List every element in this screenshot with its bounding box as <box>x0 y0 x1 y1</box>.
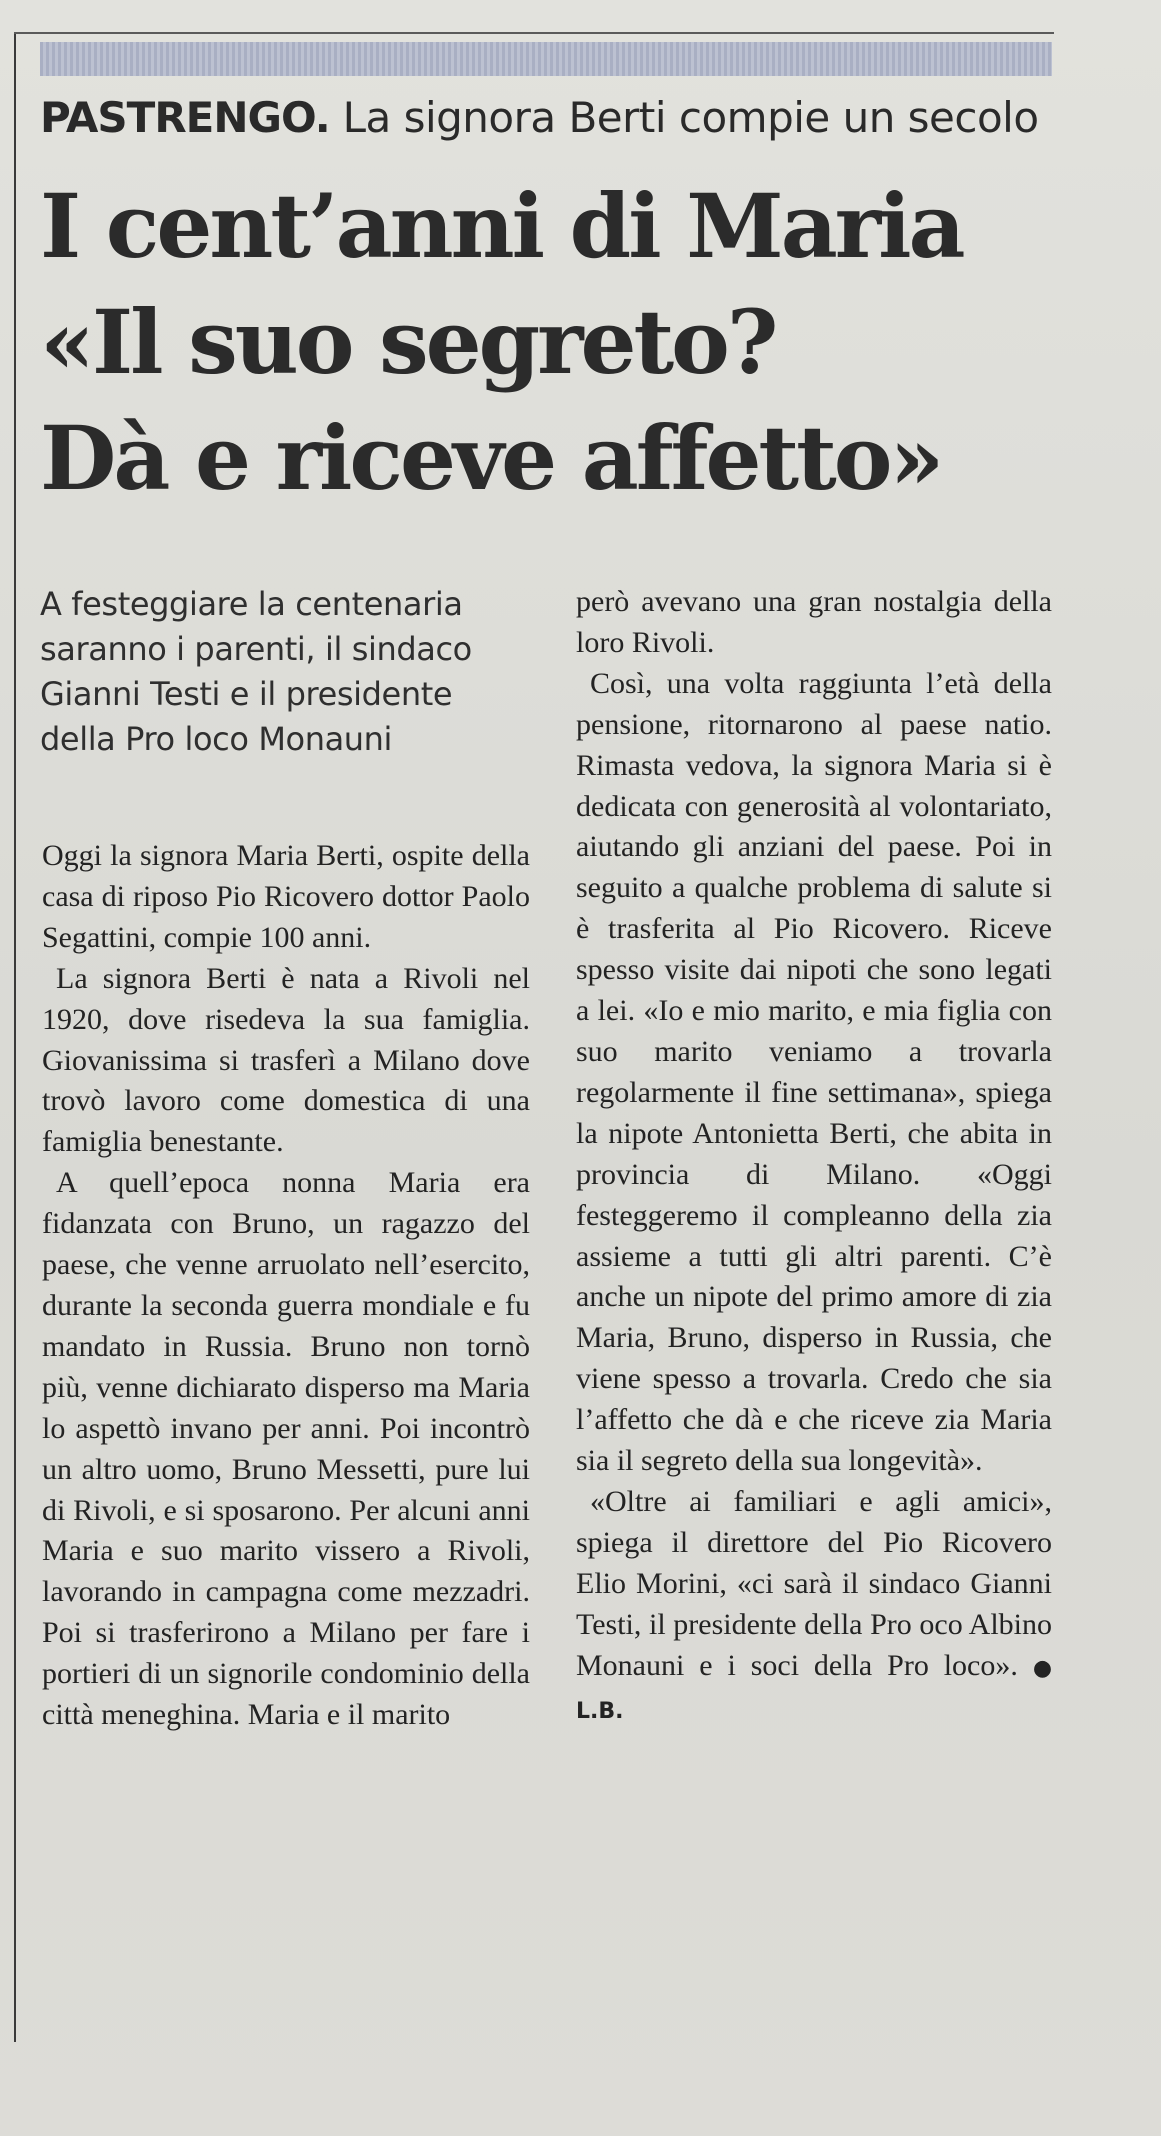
summary-line-4: della Pro loco Monauni <box>40 720 393 758</box>
body-paragraph-text: «Oltre ai familiari e agli amici», spiega il direttore del Pio Ricovero Elio Morini, «ci sarà il sindaco Gianni Testi, il presidente della Pro oco Albino Monauni e i soci della Pro loco». <box>576 1484 1052 1682</box>
body-paragraph: però avevano una gran nostalgia della loro Rivoli. <box>576 585 1052 659</box>
summary-line-1: A festeggiare la centenaria <box>40 585 463 623</box>
headline <box>40 168 1100 516</box>
body-paragraph: A quell’epoca nonna Maria era fidanzata con Bruno, un ragazzo del paese, che venne arruolato nell’esercito, durante la seconda guerra mondiale e fu mandato in Russia. Bruno non tornò più, venne dichiarato disperso ma Maria lo aspettò invano per anni. Poi incontrò un altro uomo, Bruno Messetti, pure lui di Rivoli, e si sposarono. Per alcuni anni Maria e suo marito vissero a Rivoli, lavorando in campagna come mezzadri. Poi si trasferirono a Milano per fare i portieri di un signorile condominio della città meneghina. Maria e il marito <box>42 1166 530 1732</box>
kicker-subtitle: La signora Berti compie un secolo <box>329 93 1039 142</box>
body-column-left <box>42 836 530 1736</box>
body-paragraph-last <box>576 1482 1052 1733</box>
body-paragraph: Così, una volta raggiunta l’età della pensione, ritornarono al paese natio. Rimasta vedova, la signora Maria si è dedicata con generosità al volontariato, aiutando gli anziani del paese. Poi in seguito a qualche problema di salute si è trasferita al Pio Ricovero. Riceve spesso visite dai nipoti che sono legati a lei. «Io e mio marito, e mia figlia con suo marito veniamo a trovarla regolarmente il fine settimana», spiega la nipote Antonietta Berti, che abita in provincia di Milano. «Oggi festeggeremo il compleanno della zia assieme a tutti gli altri parenti. C’è anche un nipote del primo amore di zia Maria, Bruno, disperso in Russia, che viene spesso a trovarla. Credo che sia l’affetto che dà e che riceve zia Maria sia il segreto della sua longevità». <box>576 666 1052 1478</box>
summary-deck <box>40 582 540 762</box>
headline-line-2: «Il suo segreto? <box>40 290 776 394</box>
summary-line-2: saranno i parenti, il sindaco <box>40 630 472 668</box>
body-column-right <box>576 582 1052 1733</box>
column-rule <box>14 32 16 2042</box>
body-paragraph: Oggi la signora Maria Berti, ospite della casa di riposo Pio Ricovero dottor Paolo Segattini, compie 100 anni. <box>42 839 530 954</box>
summary-line-3: Gianni Testi e il presidente <box>40 675 453 713</box>
headline-line-1: I cent’anni di Maria <box>40 174 963 278</box>
header-band <box>40 42 1052 76</box>
kicker <box>40 90 1080 146</box>
body-paragraph: La signora Berti è nata a Rivoli nel 1920, dove risedeva la sua famiglia. Giovanissima si trasferì a Milano dove trovò lavoro come domestica di una famiglia benestante. <box>42 961 530 1159</box>
kicker-location: PASTRENGO. <box>40 93 330 142</box>
author-signature: ● L.B. <box>576 1655 1053 1725</box>
top-rule <box>14 32 1054 34</box>
headline-line-3: Dà e riceve affetto» <box>40 406 942 510</box>
